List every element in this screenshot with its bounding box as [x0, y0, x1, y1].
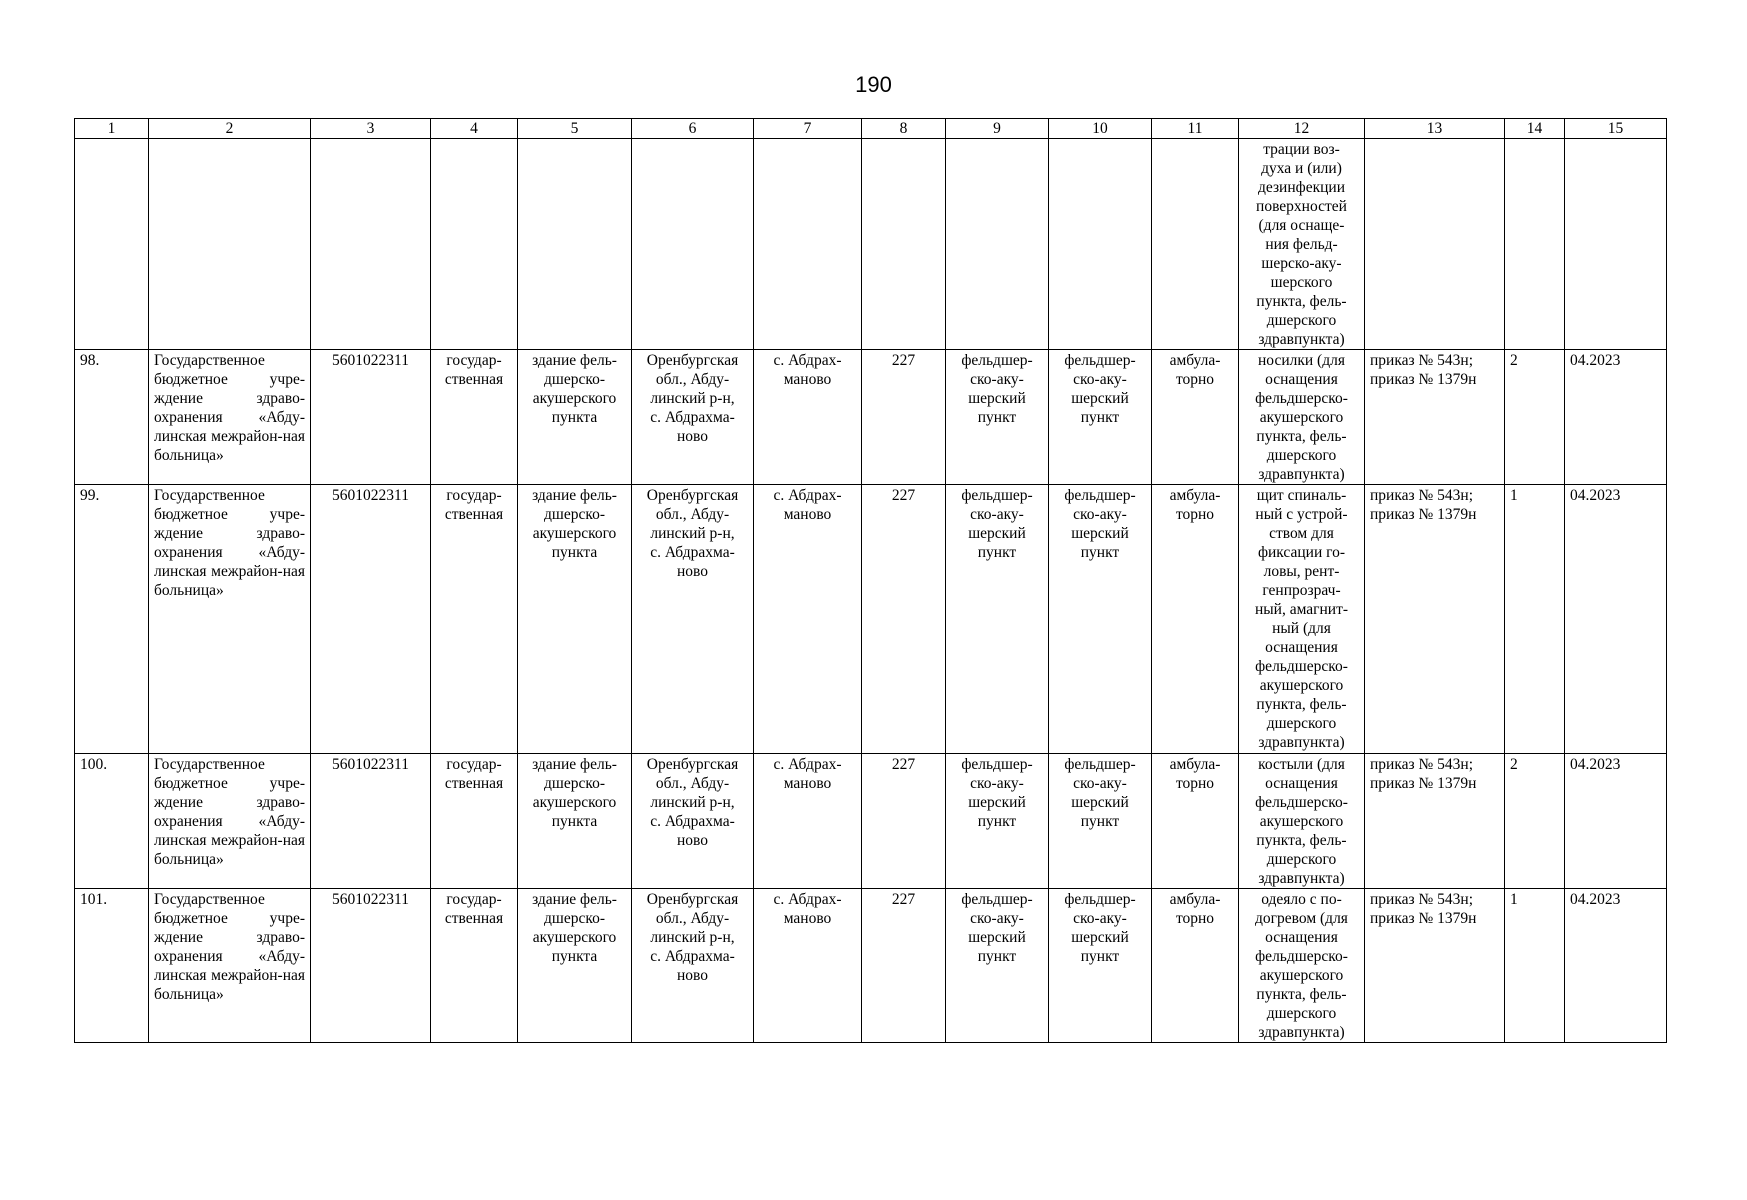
table-row — [75, 350, 1667, 485]
organization-cell: Государственное бюджетное учре-ждение здраво-охранения «Абду-линская межрайон-ная больница» — [149, 754, 311, 889]
locality-cell: с. Абдрах- маново — [754, 485, 862, 754]
quantity-cell: 1 — [1505, 889, 1565, 1043]
table-row — [75, 485, 1667, 754]
unit-type-cell: фельдшер- ско-аку- шерский пункт — [946, 889, 1049, 1043]
unit-name-cell: фельдшер- ско-аку- шерский пункт — [1049, 754, 1152, 889]
equipment-table — [74, 118, 1667, 1043]
locality-cell: с. Абдрах- маново — [754, 754, 862, 889]
column-header: 9 — [946, 119, 1049, 139]
unit-type-cell: фельдшер- ско-аку- шерский пункт — [946, 485, 1049, 754]
row-number-cell: 101. — [75, 889, 149, 1043]
orders-cell: приказ № 543н; приказ № 1379н — [1365, 350, 1505, 485]
column-header: 8 — [862, 119, 946, 139]
organization-cell: Государственное бюджетное учре-ждение здраво-охранения «Абду-линская межрайон-ная больница» — [149, 485, 311, 754]
address-cell: Оренбургская обл., Абду- линский р-н, с. Абдрахма- ново — [632, 350, 754, 485]
date-cell: 04.2023 — [1565, 889, 1667, 1043]
date-cell: 04.2023 — [1565, 485, 1667, 754]
equipment-cell: носилки (для оснащения фельдшерско- акушерского пункта, фель- дшерского здравпункта) — [1239, 350, 1365, 485]
address-cell: Оренбургская обл., Абду- линский р-н, с. Абдрахма- ново — [632, 754, 754, 889]
care-form-cell: амбула- торно — [1152, 350, 1239, 485]
building-cell: здание фель- дшерско- акушерского пункта — [518, 889, 632, 1043]
inn-cell: 5601022311 — [311, 350, 431, 485]
code-cell: 227 — [862, 754, 946, 889]
equipment-cell: костыли (для оснащения фельдшерско- акушерского пункта, фель- дшерского здравпункта) — [1239, 754, 1365, 889]
column-header: 5 — [518, 119, 632, 139]
care-form-cell: амбула- торно — [1152, 889, 1239, 1043]
inn-cell: 5601022311 — [311, 754, 431, 889]
date-cell: 04.2023 — [1565, 754, 1667, 889]
column-header: 4 — [431, 119, 518, 139]
ownership-cell: государ- ственная — [431, 889, 518, 1043]
row-number-cell: 99. — [75, 485, 149, 754]
column-header: 6 — [632, 119, 754, 139]
locality-cell: с. Абдрах- маново — [754, 350, 862, 485]
unit-type-cell: фельдшер- ско-аку- шерский пункт — [946, 754, 1049, 889]
code-cell: 227 — [862, 485, 946, 754]
date-cell: 04.2023 — [1565, 350, 1667, 485]
care-form-cell: амбула- торно — [1152, 485, 1239, 754]
address-cell: Оренбургская обл., Абду- линский р-н, с. Абдрахма- ново — [632, 485, 754, 754]
unit-name-cell: фельдшер- ско-аку- шерский пункт — [1049, 485, 1152, 754]
building-cell: здание фель- дшерско- акушерского пункта — [518, 754, 632, 889]
equipment-cell: щит спиналь- ный с устрой- ством для фиксации го- ловы, рент- генпрозрач- ный, амагнит- ный (для оснащения фельдшерско- акушерского пункта, фель- дшерского здравпункта) — [1239, 485, 1365, 754]
column-header: 2 — [149, 119, 311, 139]
orders-cell: приказ № 543н; приказ № 1379н — [1365, 485, 1505, 754]
orders-cell: приказ № 543н; приказ № 1379н — [1365, 889, 1505, 1043]
unit-name-cell: фельдшер- ско-аку- шерский пункт — [1049, 350, 1152, 485]
row-number-cell: 100. — [75, 754, 149, 889]
unit-name-cell: фельдшер- ско-аку- шерский пункт — [1049, 889, 1152, 1043]
inn-cell: 5601022311 — [311, 889, 431, 1043]
quantity-cell: 1 — [1505, 485, 1565, 754]
continuation-row — [75, 139, 1667, 350]
ownership-cell: государ- ственная — [431, 485, 518, 754]
code-cell: 227 — [862, 350, 946, 485]
building-cell: здание фель- дшерско- акушерского пункта — [518, 350, 632, 485]
page-number: 190 — [855, 72, 892, 97]
quantity-cell: 2 — [1505, 754, 1565, 889]
quantity-cell: 2 — [1505, 350, 1565, 485]
organization-cell: Государственное бюджетное учре-ждение здраво-охранения «Абду-линская межрайон-ная больница» — [149, 889, 311, 1043]
column-header: 13 — [1365, 119, 1505, 139]
inn-cell: 5601022311 — [311, 485, 431, 754]
ownership-cell: государ- ственная — [431, 350, 518, 485]
row-number-cell: 98. — [75, 350, 149, 485]
unit-type-cell: фельдшер- ско-аку- шерский пункт — [946, 350, 1049, 485]
table-row — [75, 754, 1667, 889]
orders-cell: приказ № 543н; приказ № 1379н — [1365, 754, 1505, 889]
table-row — [75, 889, 1667, 1043]
column-header: 12 — [1239, 119, 1365, 139]
organization-cell: Государственное бюджетное учре-ждение здраво-охранения «Абду-линская межрайон-ная больница» — [149, 350, 311, 485]
column-header: 15 — [1565, 119, 1667, 139]
code-cell: 227 — [862, 889, 946, 1043]
address-cell: Оренбургская обл., Абду- линский р-н, с. Абдрахма- ново — [632, 889, 754, 1043]
building-cell: здание фель- дшерско- акушерского пункта — [518, 485, 632, 754]
column-header: 10 — [1049, 119, 1152, 139]
column-header: 3 — [311, 119, 431, 139]
column-header: 11 — [1152, 119, 1239, 139]
care-form-cell: амбула- торно — [1152, 754, 1239, 889]
column-number-row — [75, 119, 1667, 139]
locality-cell: с. Абдрах- маново — [754, 889, 862, 1043]
equipment-cell: одеяло с по- догревом (для оснащения фельдшерско- акушерского пункта, фель- дшерского здравпункта) — [1239, 889, 1365, 1043]
equipment-cell: трации воз- духа и (или) дезинфекции поверхностей (для оснаще- ния фельд- шерско-аку- шерского пункта, фель- дшерского здравпункта) — [1239, 139, 1365, 350]
ownership-cell: государ- ственная — [431, 754, 518, 889]
column-header: 7 — [754, 119, 862, 139]
column-header: 1 — [75, 119, 149, 139]
column-header: 14 — [1505, 119, 1565, 139]
